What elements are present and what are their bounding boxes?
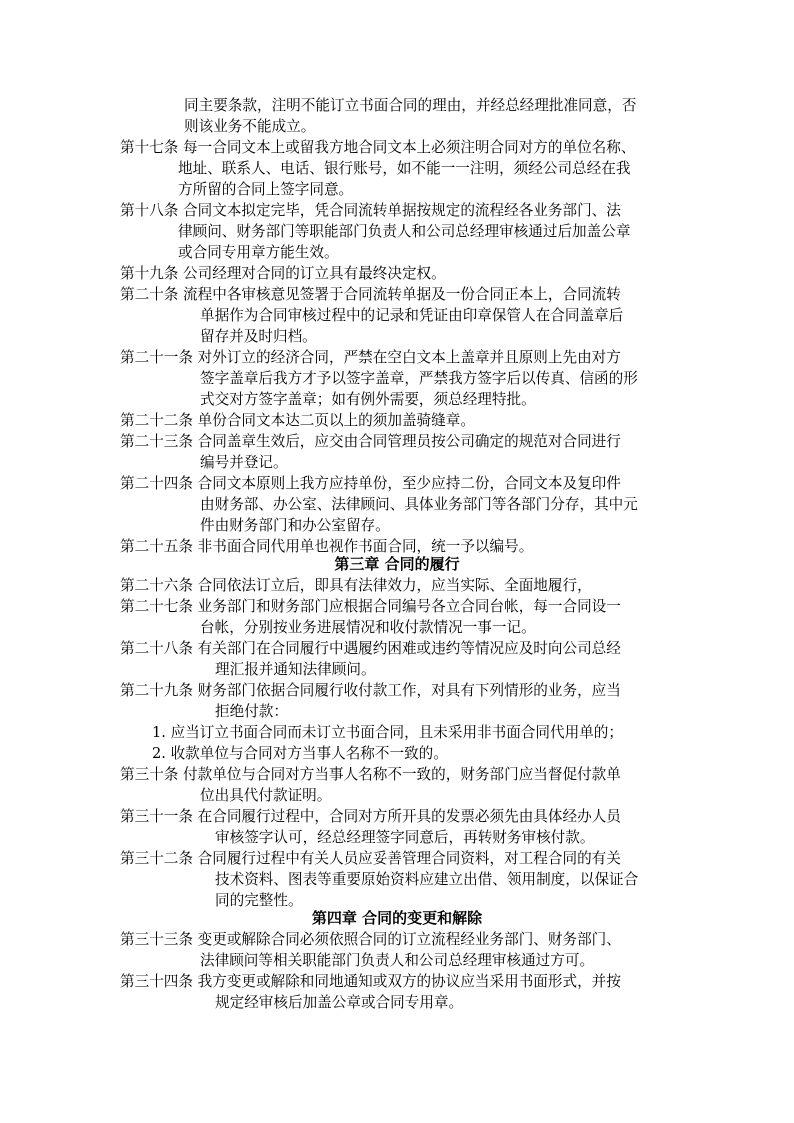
- article-text: 合同履行过程中有关人员应妥善管理合同资料，对工程合同的有关: [197, 850, 621, 867]
- chapter-3-heading: 第三章 合同的履行: [334, 555, 460, 573]
- article-text: 付款单位与合同对方当事人名称不一致的，财务部门应当督促付款单: [183, 766, 621, 783]
- article-27: [120, 596, 680, 638]
- article-18: [120, 200, 680, 263]
- article-22: [120, 410, 680, 431]
- list-text: 应当订立书面合同而未订立书面合同，且未采用非书面合同代用单的；: [170, 724, 623, 741]
- text-line: 台帐，分别按业务进展情况和收付款情况一事一记。: [200, 619, 536, 636]
- article-29: [120, 680, 680, 722]
- articles-group-b: [120, 575, 680, 722]
- article-text: 有关部门在合同履行中遇履约困难或违约等情况应及时向公司总经: [197, 640, 621, 657]
- articles-group-a: [120, 137, 680, 557]
- article-text: 合同文本拟定完毕，凭合同流转单据按规定的流程经各业务部门、法: [183, 202, 621, 219]
- text-line: 方所留的合同上签字同意。: [178, 181, 354, 198]
- article-text: 非书面合同代用单也视作书面合同，统一予以编号。: [197, 538, 534, 555]
- article-number: 第三十一条: [120, 808, 193, 825]
- article-number: 第二十五条: [120, 538, 193, 555]
- article-number: 第三十四条: [120, 973, 193, 990]
- text-line: 规定经审核后加盖公章或合同专用章。: [215, 994, 464, 1011]
- article-number: 第二十条: [120, 286, 179, 303]
- article-24: [120, 473, 680, 536]
- article-31: [120, 806, 680, 848]
- article-number: 第二十九条: [120, 682, 193, 699]
- text-line: 编号并登记。: [200, 454, 288, 471]
- article-17: [120, 137, 680, 200]
- text-line: 律顾问、财务部门等职能部门负责人和公司总经理审核通过后加盖公章: [178, 223, 631, 240]
- article-text: 我方变更或解除和同地通知或双方的协议应当采用书面形式，并按: [197, 973, 621, 990]
- text-line: 地址、联系人、电话、银行账号，如不能一一注明，须经公司总经在我: [178, 160, 631, 177]
- condition-list: [120, 722, 680, 764]
- text-line: 式交对方签字盖章；如有例外需要，须总经理特批。: [200, 391, 536, 408]
- article-32: [120, 848, 680, 911]
- article-text: 变更或解除合同必须依照合同的订立流程经业务部门、财务部门、: [197, 931, 621, 948]
- text-line: 则该业务不能成立。: [184, 118, 316, 135]
- article-text: 对外订立的经济合同，严禁在空白文本上盖章并且原则上先由对方: [197, 349, 621, 366]
- list-number: 2.: [152, 745, 166, 762]
- article-text: 财务部门依据合同履行收付款工作，对具有下列情形的业务，应当: [197, 682, 621, 699]
- article-text: 合同依法订立后，即具有法律效力，应当实际、全面地履行，: [197, 577, 592, 594]
- article-number: 第三十三条: [120, 931, 193, 948]
- text-line: 签字盖章后我方才予以签字盖章，严禁我方签字后以传真、信函的形: [200, 370, 638, 387]
- article-number: 第十七条: [120, 139, 179, 156]
- text-line: 审核签字认可，经总经理签字同意后，再转财务审核付款。: [215, 829, 595, 846]
- articles-group-d: [120, 929, 680, 1013]
- text-line: 拒绝付款：: [215, 703, 288, 720]
- article-number: 第三十条: [120, 766, 179, 783]
- article-text: 合同文本原则上我方应持单份，至少应持二份，合同文本及复印件: [197, 475, 621, 492]
- text-line: 由财务部、办公室、法律顾问、具体业务部门等各部门分存，其中元: [200, 496, 638, 513]
- article-28: [120, 638, 680, 680]
- article-number: 第二十八条: [120, 640, 193, 657]
- article-number: 第十八条: [120, 202, 179, 219]
- article-text: 业务部门和财务部门应根据合同编号各立合同台帐，每一合同设一: [197, 598, 621, 615]
- article-34: [120, 971, 680, 1013]
- article-text: 在合同履行过程中，合同对方所开具的发票必须先由具体经办人员: [197, 808, 621, 825]
- list-item: [120, 743, 680, 764]
- text-line: 法律顾问等相关职能部门负责人和公司总经理审核通过方可。: [200, 952, 595, 969]
- text-line: 位出具代付款证明。: [200, 787, 332, 804]
- chapter-4-heading: 第四章 合同的变更和解除: [311, 909, 483, 927]
- list-item: [120, 722, 680, 743]
- article-26: [120, 575, 680, 596]
- article-number: 第十九条: [120, 265, 179, 282]
- article-number: 第二十六条: [120, 577, 193, 594]
- article-number: 第二十一条: [120, 349, 193, 366]
- text-line: 技术资料、图表等重要原始资料应建立出借、领用制度，以保证合: [215, 871, 639, 888]
- article-text: 合同盖章生效后，应交由合同管理员按公司确定的规范对合同进行: [197, 433, 621, 450]
- list-text: 收款单位与合同对方当事人名称不一致的。: [170, 745, 448, 762]
- text-line: 同的完整性。: [215, 892, 303, 909]
- article-number: 第二十二条: [120, 412, 193, 429]
- text-line: 同主要条款，注明不能订立书面合同的理由，并经总经理批准同意，否: [184, 97, 637, 114]
- text-line: 或合同专用章方能生效。: [178, 244, 339, 261]
- list-number: 1.: [152, 724, 166, 741]
- article-text: 公司经理对合同的订立具有最终决定权。: [183, 265, 446, 282]
- text-line: 件由财务部门和办公室留存。: [200, 517, 390, 534]
- articles-group-c: [120, 764, 680, 911]
- article-21: [120, 347, 680, 410]
- text-line: 理汇报并通知法律顾问。: [215, 661, 376, 678]
- article-number: 第二十七条: [120, 598, 193, 615]
- article-text: 每一合同文本上或留我方地合同文本上必须注明合同对方的单位名称、: [183, 139, 636, 156]
- article-number: 第三十二条: [120, 850, 193, 867]
- article-text: 单份合同文本达二页以上的须加盖骑缝章。: [197, 412, 475, 429]
- article-33: [120, 929, 680, 971]
- article-text: 流程中各审核意见签署于合同流转单据及一份合同正本上，合同流转: [183, 286, 621, 303]
- article-19: [120, 263, 680, 284]
- article-30: [120, 764, 680, 806]
- article-number: 第二十三条: [120, 433, 193, 450]
- article-number: 第二十四条: [120, 475, 193, 492]
- article-20: [120, 284, 680, 347]
- text-line: 单据作为合同审核过程中的记录和凭证由印章保管人在合同盖章后: [200, 307, 624, 324]
- intro-paragraph: [120, 95, 680, 137]
- text-line: 留存并及时归档。: [200, 328, 317, 345]
- article-23: [120, 431, 680, 473]
